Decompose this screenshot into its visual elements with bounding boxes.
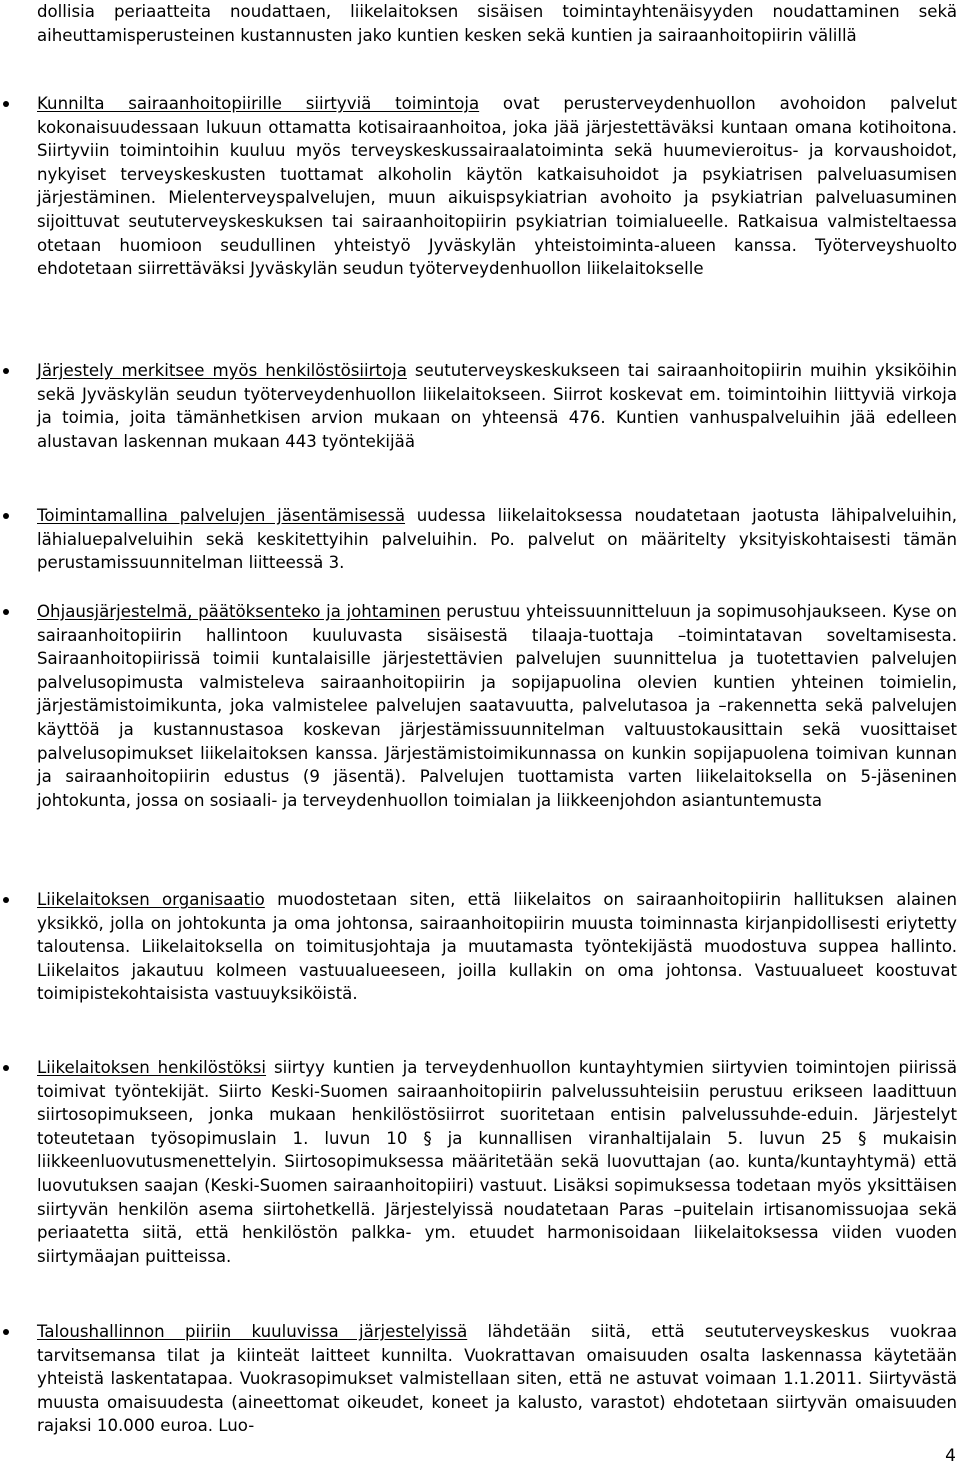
bullet-icon	[3, 1329, 9, 1335]
list-item-body: uudessa liikelaitoksessa noudatetaan jaotusta lähipalveluihin, lähialuepalveluihin sekä keskitettyihin palveluihin. Po. palvelut on määritelty yksityiskohtaisesti tämän perustamissuunnitelman liitteessä 3.	[37, 506, 957, 573]
list-item-heading: Järjestely merkitsee myös henkilöstösiirtoja	[37, 361, 407, 380]
list-item-body: muodostetaan siten, että liikelaitos on sairaanhoitopiirin hallituksen alainen yksikkö, jolla on johtokunta ja oma johtonsa, sairaanhoitopiirin muusta toiminnasta kirjanpidollisesti eriytetty taloutensa. Liikelaitoksella on toimitusjohtaja ja muutamasta työntekijästä muodostuva suppea hallinto. Liikelaitos jakautuu kolmeen vastuualueeseen, joilla kullakin on oma johtonsa. Vastuualueet koostuvat toimipistekohtaisista vastuuyksiköistä.	[37, 890, 957, 1004]
list-item-paragraph	[37, 888, 957, 1006]
list-item-body: perustuu yhteissuunnitteluun ja sopimusohjaukseen. Kyse on sairaanhoitopiirin hallintoon kuuluvasta sisäisestä tilaaja-tuottaja –toimintatavan soveltamisesta. Sairaanhoitopiirissä toimii kuntalaisille järjestettävien palvelujen suunnittelua ja tuotettavien palvelujen palvelusopimusta valmisteleva sairaanhoitopiirin ja sopijapuolina olevien kuntien yhteinen toimielin, järjestämistoimikunta, joka valmistelee palvelujen saatavuutta, palvelutasoa ja –rakennetta sekä palvelujen käyttöä ja kustannustasoa koskevan järjestämissuunnitelman valtuustokausittain sekä vuosittaiset palvelusopimukset liikelaitoksen kanssa. Järjestämistoimikunnassa on kunkin sopijapuolena toimivan kunnan ja sairaanhoitopiirin edustus (9 jäsentä). Palvelujen tuottamista varten liikelaitoksella on 5-jäseninen johtokunta, jossa on sosiaali- ja terveydenhuollon toimialan ja liikkeenjohdon asiantuntemusta	[37, 602, 957, 810]
list-item-heading: Taloushallinnon piiriin kuuluvissa järjestelyissä	[37, 1322, 468, 1341]
list-item-body: seututerveyskeskukseen tai sairaanhoitopiirin muihin yksiköihin sekä Jyväskylän seudun työterveydenhuollon liikelaitokseen. Siirrot koskevat em. toimintoihin liittyviä virkoja ja toimia, joita tämänhetkisen arvion mukaan on yhteensä 476. Kuntien vanhuspalveluihin jää edelleen alustavan laskennan mukaan 443 työntekijää	[37, 361, 957, 451]
list-item-body: ovat perusterveydenhuollon avohoidon palvelut kokonaisuudessaan lukuun ottamatta kotisairaanhoitoa, joka jää järjestettäväksi kuntaan omana kotihoitona. Siirtyviin toimintoihin kuuluu myös terveyskeskussairaalatoiminta sekä huumevieroitus- ja korvaushoidot, nykyiset terveyskeskusten tuottamat alkoholin käytön katkaisuhoidot ja psykiatrisen palveluasumisen järjestäminen. Mielenterveyspalvelujen, muun aikuispsykiatrian avohoito ja psykiatrian palveluasuminen sijoittuvat seututerveyskeskuksen tai sairaanhoitopiirin psykiatrian toimialueelle. Ratkaisua valmisteltaessa otetaan huomioon seudullinen yhteistyö Jyväskylän yhteistoiminta-alueen kanssa. Työterveyshuolto ehdotetaan siirrettäväksi Jyväskylän seudun työterveydenhuollon liikelaitokselle	[37, 94, 957, 279]
bullet-icon	[3, 609, 9, 615]
list-item-paragraph	[37, 359, 957, 453]
list-item-body: lähdetään siitä, että seututerveyskeskus vuokraa tarvitsemansa tilat ja kiinteät laitteet kunnilta. Vuokrattavan omaisuuden osalta laskennassa käytetään yhteistä laskentatapaa. Vuokrasopimukset valmistellaan siten, että ne astuvat voimaan 1.1.2011. Siirtyvästä muusta omaisuudesta (aineettomat oikeudet, koneet ja kalusto, varastot) ehdotetaan siirtyvän omaisuuden rajaksi 10.000 euroa. Luo-	[37, 1322, 957, 1436]
bullet-icon	[3, 1065, 9, 1071]
list-item-paragraph	[37, 504, 957, 575]
bullet-icon	[3, 513, 9, 519]
list-item-heading: Ohjausjärjestelmä, päätöksenteko ja johtaminen	[37, 602, 441, 621]
bullet-icon	[3, 368, 9, 374]
list-item-heading: Kunnilta sairaanhoitopiirille siirtyviä toimintoja	[37, 94, 480, 113]
list-item-heading: Liikelaitoksen henkilöstöksi	[37, 1058, 267, 1077]
list-item-heading: Liikelaitoksen organisaatio	[37, 890, 265, 909]
list-item-body: siirtyy kuntien ja terveydenhuollon kuntayhtymien siirtyvien toimintojen piirissä toimivat työntekijät. Siirto Keski-Suomen sairaanhoitopiirin palvelussuhteisiin perustuu erikseen laadittuun siirtosopimukseen, jonka mukaan henkilöstösiirrot suoritetaan entisin palvelussuhde-eduin. Järjestelyt toteutetaan työsopimuslain 1. luvun 10 § ja kunnallisen viranhaltijalain 5. luvun 25 § mukaisin liikkeenluovutusmenettelyin. Siirtosopimuksessa määritetään sekä luovuttajan (ao. kunta/kuntayhtymä) että luovutuksen saajan (Keski-Suomen sairaanhoitopiiri) vastuut. Lisäksi sopimuksessa todetaan myös yksittäisen siirtyvän henkilön asema siirtohetkellä. Järjestelyissä noudatetaan Paras –puitelain irtisanomissuojaa sekä periaatetta siitä, että henkilöstön palkka- ym. etuudet harmonisoidaan liikelaitoksessa viiden vuoden siirtymäajan puitteissa.	[37, 1058, 957, 1266]
bullet-icon	[3, 101, 9, 107]
list-item-paragraph	[37, 600, 957, 812]
bullet-icon	[3, 897, 9, 903]
lead-paragraph: dollisia periaatteita noudattaen, liikelaitoksen sisäisen toimintayhtenäisyyden noudattaminen sekä aiheuttamisperusteinen kustannusten jako kuntien kesken sekä kuntien ja sairaanhoitopiirin välillä	[37, 2, 957, 45]
page-number: 4	[945, 1446, 956, 1466]
list-item-paragraph	[37, 1056, 957, 1268]
list-item-paragraph	[37, 1320, 957, 1438]
list-item-paragraph	[37, 92, 957, 281]
list-item-heading: Toimintamallina palvelujen jäsentämisessä	[37, 506, 406, 525]
